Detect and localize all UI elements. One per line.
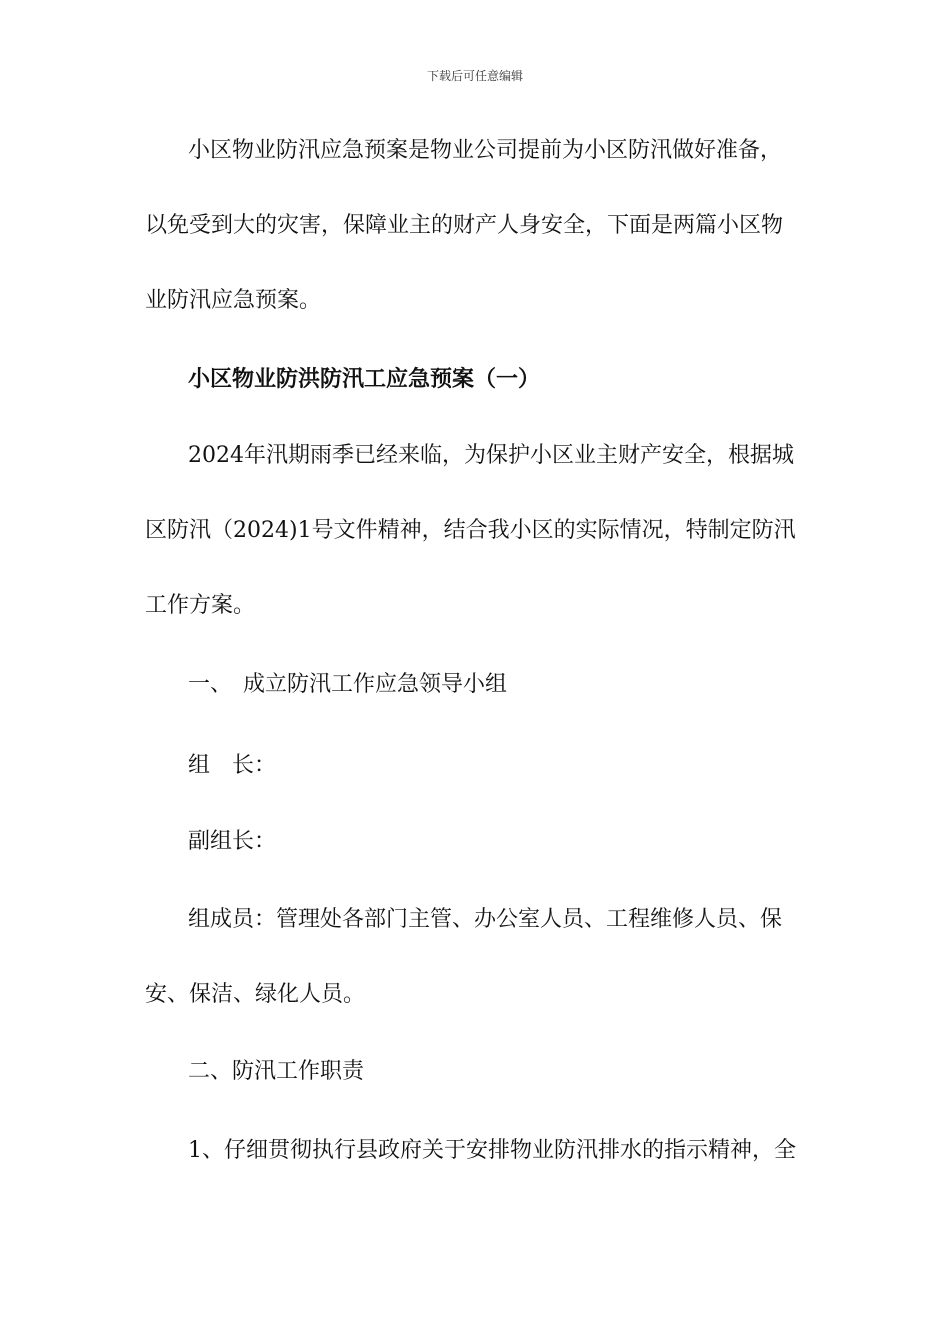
intro-paragraph-line-3: 业防汛应急预案。 xyxy=(145,288,322,313)
group-leader-line: 组 长： xyxy=(188,753,277,778)
section-heading: 小区物业防洪防汛工应急预案（一） xyxy=(188,366,541,392)
members-line-1: 组成员：管理处各部门主管、办公室人员、工程维修人员、保 xyxy=(188,907,783,932)
body-paragraph-line-3: 工作方案。 xyxy=(145,593,256,618)
page-header: 下载后可任意编辑 xyxy=(426,69,523,83)
intro-paragraph-line-1: 小区物业防汛应急预案是物业公司提前为小区防汛做好准备， xyxy=(188,138,783,163)
deputy-leader-line: 副组长： xyxy=(188,829,277,854)
body-paragraph-line-1: 2024年汛期雨季已经来临，为保护小区业主财产安全，根据城 xyxy=(188,443,794,468)
subsection-heading-2: 二、防汛工作职责 xyxy=(188,1059,365,1084)
members-line-2: 安、保洁、绿化人员。 xyxy=(145,982,366,1007)
subsection-heading-1: 一、 成立防汛工作应急领导小组 xyxy=(188,672,508,697)
intro-paragraph-line-2: 以免受到大的灾害，保障业主的财产人身安全，下面是两篇小区物 xyxy=(145,213,784,238)
duty-item-1: 1、仔细贯彻执行县政府关于安排物业防汛排水的指示精神，全 xyxy=(188,1138,796,1163)
body-paragraph-line-2: 区防汛（2024)1号文件精神，结合我小区的实际情况，特制定防汛 xyxy=(145,518,796,543)
